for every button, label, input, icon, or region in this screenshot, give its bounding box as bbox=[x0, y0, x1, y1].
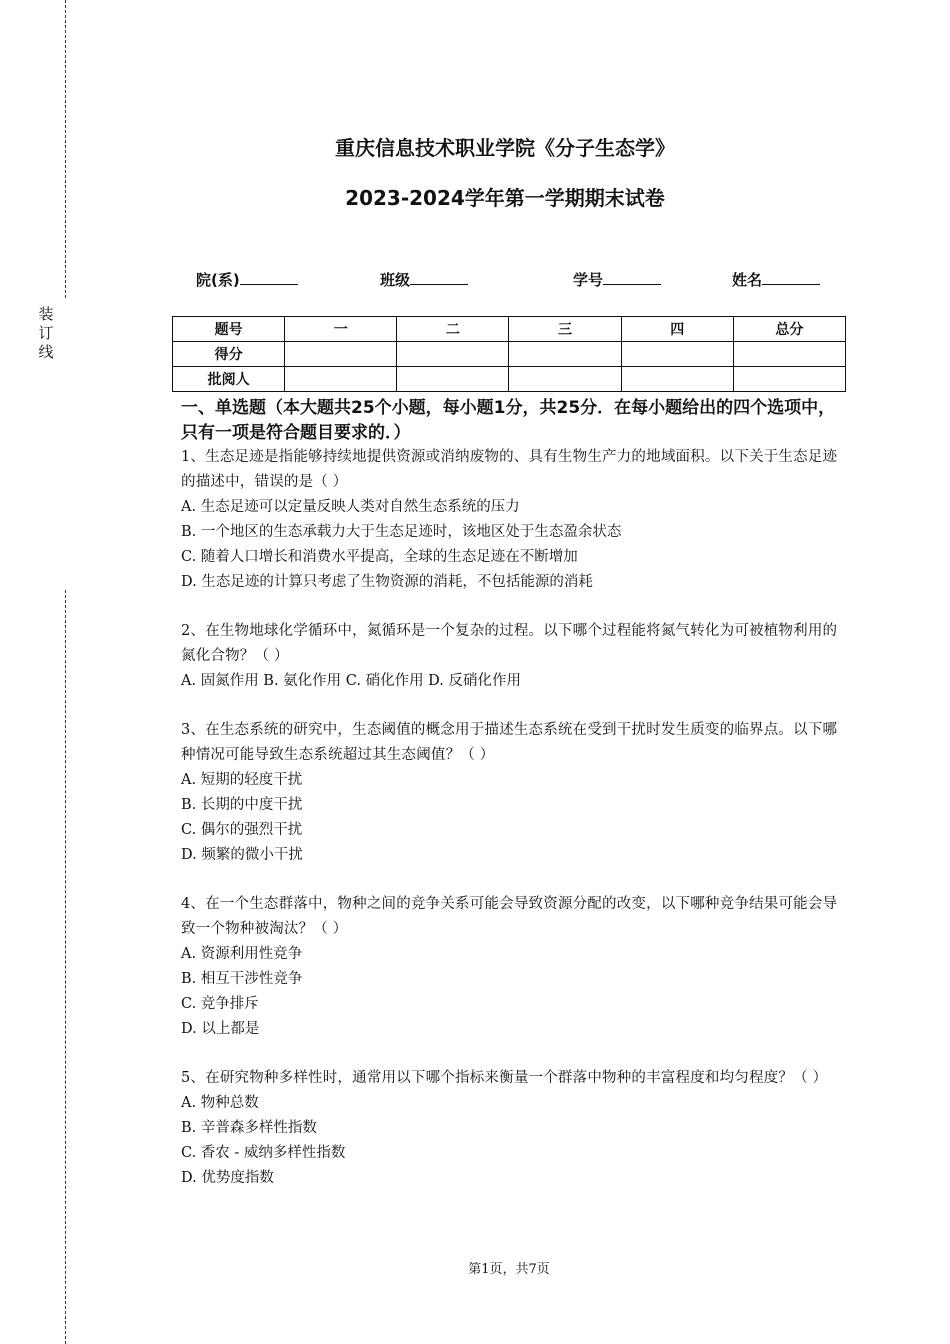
question-option: C. 随着人口增长和消费水平提高，全球的生态足迹在不断增加 bbox=[181, 549, 578, 565]
question-option: A. 固氮作用 B. 氨化作用 C. 硝化作用 D. 反硝化作用 bbox=[181, 673, 522, 689]
question-option: D. 优势度指数 bbox=[181, 1170, 274, 1186]
question-option: C. 香农 - 威纳多样性指数 bbox=[181, 1145, 346, 1161]
department-blank[interactable] bbox=[240, 268, 298, 285]
score-cell[interactable] bbox=[733, 342, 845, 367]
score-table-header-cell: 题号 bbox=[173, 317, 285, 342]
question-option: A. 资源利用性竞争 bbox=[181, 946, 303, 962]
question-option: B. 辛普森多样性指数 bbox=[181, 1120, 317, 1136]
question-text: 1、生态足迹是指能够持续地提供资源或消纳废物的、具有生物生产力的地域面积。以下关于生态足迹的描述中，错误的是（ ） bbox=[181, 449, 838, 490]
info-field-label: 姓名 bbox=[732, 271, 763, 289]
exam-title-line1: 重庆信息技术职业学院《分子生态学》 bbox=[335, 136, 675, 160]
score-table-row bbox=[173, 342, 846, 367]
class-blank[interactable] bbox=[410, 268, 468, 285]
question-option: B. 相互干涉性竞争 bbox=[181, 971, 303, 987]
question-option: B. 长期的中度干扰 bbox=[181, 797, 303, 813]
score-table-row-label: 批阅人 bbox=[173, 367, 285, 392]
question-text: 5、在研究物种多样性时，通常用以下哪个指标来衡量一个群落中物种的丰富程度和均匀程度？（ ） bbox=[181, 1070, 828, 1086]
question-option: C. 竞争排斥 bbox=[181, 996, 259, 1012]
info-field-label: 院(系) bbox=[196, 271, 240, 289]
score-cell[interactable] bbox=[509, 342, 621, 367]
binding-line-label: 装订线 bbox=[38, 305, 54, 361]
info-field-name bbox=[732, 268, 820, 290]
student-id-blank[interactable] bbox=[603, 268, 661, 285]
score-cell[interactable] bbox=[397, 342, 509, 367]
score-table-header-cell: 一 bbox=[285, 317, 397, 342]
score-table-header-cell: 二 bbox=[397, 317, 509, 342]
name-blank[interactable] bbox=[762, 268, 820, 285]
question-text: 2、在生物地球化学循环中，氮循环是一个复杂的过程。以下哪个过程能将氮气转化为可被植物利用的氮化合物？（ ） bbox=[181, 623, 838, 664]
score-table-row-label: 得分 bbox=[173, 342, 285, 367]
question-option: A. 物种总数 bbox=[181, 1095, 259, 1111]
binding-line-bottom bbox=[65, 590, 66, 1344]
question-option: A. 生态足迹可以定量反映人类对自然生态系统的压力 bbox=[181, 499, 520, 515]
info-field-label: 班级 bbox=[380, 271, 411, 289]
score-table-header-cell: 四 bbox=[621, 317, 733, 342]
question-option: B. 一个地区的生态承载力大于生态足迹时，该地区处于生态盈余状态 bbox=[181, 524, 622, 540]
score-cell[interactable] bbox=[285, 342, 397, 367]
exam-title-line2: 2023-2024学年第一学期期末试卷 bbox=[345, 186, 665, 210]
question-item bbox=[181, 718, 841, 868]
question-option: D. 以上都是 bbox=[181, 1021, 260, 1037]
grader-cell[interactable] bbox=[397, 367, 509, 392]
question-option: D. 频繁的微小干扰 bbox=[181, 847, 303, 863]
question-item bbox=[181, 445, 841, 595]
question-item bbox=[181, 892, 841, 1042]
score-table bbox=[172, 316, 846, 392]
grader-cell[interactable] bbox=[621, 367, 733, 392]
grader-cell[interactable] bbox=[285, 367, 397, 392]
question-text: 4、在一个生态群落中，物种之间的竞争关系可能会导致资源分配的改变，以下哪种竞争结果可能会导致一个物种被淘汰？（ ） bbox=[181, 896, 838, 937]
score-table-header-cell: 三 bbox=[509, 317, 621, 342]
question-item bbox=[181, 619, 841, 694]
section-title: 一、单选题（本大题共25个小题，每小题1分，共25分．在每小题给出的四个选项中，只有一项是符合题目要求的．） bbox=[181, 398, 836, 443]
question-option: D. 生态足迹的计算只考虑了生物资源的消耗，不包括能源的消耗 bbox=[181, 574, 593, 590]
question-text: 3、在生态系统的研究中，生态阈值的概念用于描述生态系统在受到干扰时发生质变的临界点。以下哪种情况可能导致生态系统超过其生态阈值？（ ） bbox=[181, 722, 838, 763]
page-number: 第1页，共7页 bbox=[468, 1262, 550, 1277]
grader-cell[interactable] bbox=[733, 367, 845, 392]
grader-cell[interactable] bbox=[509, 367, 621, 392]
score-table-row bbox=[173, 367, 846, 392]
score-table-header-cell: 总分 bbox=[733, 317, 845, 342]
question-option: C. 偶尔的强烈干扰 bbox=[181, 822, 303, 838]
info-field-student-id bbox=[573, 268, 661, 290]
question-item bbox=[181, 1066, 841, 1191]
score-cell[interactable] bbox=[621, 342, 733, 367]
info-field-label: 学号 bbox=[573, 271, 604, 289]
info-field-class bbox=[380, 268, 468, 290]
question-option: A. 短期的轻度干扰 bbox=[181, 772, 303, 788]
question-list bbox=[181, 445, 841, 1215]
score-table-header-row bbox=[173, 317, 846, 342]
info-field-department bbox=[196, 268, 298, 290]
